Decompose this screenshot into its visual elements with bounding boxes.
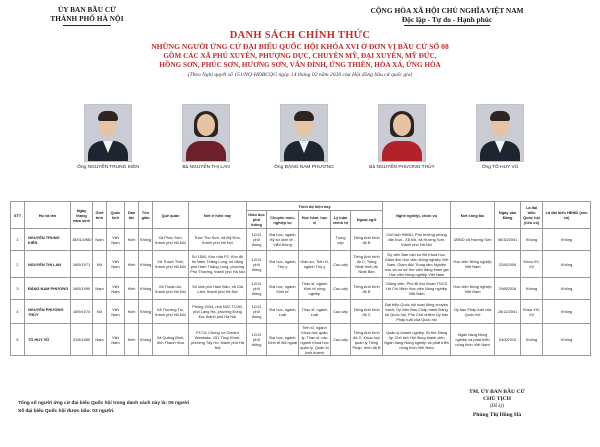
motto-underline <box>404 25 490 26</box>
cell-religion: Không <box>139 251 153 278</box>
cell-language: Tiếng Anh trình độ B <box>351 229 383 251</box>
cell-party-date: 29/8/2016 <box>495 278 521 300</box>
cell-occupation: Ủy viên Ban cán sự Bộ Khoa học, Giám đốc Học viện Nông nghiệp Việt Nam, Giám đốc Trung tâm Nghiên cứu và cơ sở thư viện đang tham gia Học viện Nông nghiệp Việt Nam <box>383 251 451 278</box>
cell-religion: Không <box>139 229 153 251</box>
cell-politics: Cao cấp <box>331 278 351 300</box>
cell-nationality: Việt Nam <box>107 278 125 300</box>
col-ethnicity: Dân tộc <box>125 202 139 229</box>
cell-nationality: Việt Nam <box>107 324 125 356</box>
cell-workplace: Ngân hàng Nông nghiệp và phát triển nông thôn Việt Nam <box>451 324 495 356</box>
cell-name: ĐẶNG NAM PHƯƠNG <box>25 278 71 300</box>
candidate-card <box>452 104 548 171</box>
cell-occupation: Quản lý doanh nghiệp, Bí thư Đảng ủy, Chủ tịch Hội đồng thành viên Ngân hàng Nông nghiệp và phát triển nông thôn Việt Nam <box>383 324 451 356</box>
table-row <box>11 324 591 356</box>
cell-gender: Nam <box>93 324 107 356</box>
cell-degree: Thạc sĩ, ngành Kinh tế nông nghiệp <box>299 278 331 300</box>
cell-na-delegate: Khóa XIV, XV <box>521 300 543 324</box>
col-hdnd-delegate: Là đại biểu HĐND (nếu có) <box>543 202 591 229</box>
cell-party-date: 04/4/2010 <box>495 324 521 356</box>
cell-specialty: Đại học, ngành Thú y <box>267 251 299 278</box>
cell-hometown: Xã Thường Tín, thành phố Hà Nội <box>153 300 189 324</box>
cell-ethnicity: Kinh <box>125 300 139 324</box>
col-gender: Giới tính <box>93 202 107 229</box>
signature-block <box>432 389 562 420</box>
cell-occupation: Giảng viên, Phó Bí thư Đoàn TNCS Hồ Chí Minh Học viện Nông nghiệp Việt Nam <box>383 278 451 300</box>
col-stt: STT <box>11 202 25 229</box>
cell-politics: Cao cấp <box>331 251 351 278</box>
cell-party-date: 06/10/2001 <box>495 229 521 251</box>
title-area-line-2: HỒNG SƠN, PHÚC SƠN, HƯƠNG SƠN, VÂN ĐÌNH, ỨNG THIÊN, HÒA XÁ, ỨNG HÒA <box>159 61 441 69</box>
cell-degree: Giáo sư, Tiến sĩ, ngành Thú y <box>299 251 331 278</box>
cell-specialty: Đại học, ngành Kinh tế đối ngoại <box>267 324 299 356</box>
title-main: DANH SÁCH CHÍNH THỨC <box>229 30 371 41</box>
table-row <box>11 278 591 300</box>
cell-edu-general: 12/12 phổ thông <box>247 278 267 300</box>
national-title: CỘNG HÒA XÃ HỘI CHỦ NGHĨA VIỆT NAM <box>370 6 524 15</box>
portrait-woman-icon <box>378 104 426 162</box>
cell-language: Tiếng Anh trình độ C <box>351 300 383 324</box>
cell-specialty: Đại học, ngành Kỹ sư kinh tế - Viễn thông <box>267 229 299 251</box>
col-hometown: Quê quán <box>153 202 189 229</box>
cell-dob: 18/9/1974 <box>71 300 93 324</box>
signature-name: Phùng Thị Hồng Hà <box>472 412 522 418</box>
col-group-qualifications: Trình độ hiện nay <box>247 202 383 211</box>
candidate-caption: Ông TÔ HUY VŨ <box>481 165 519 170</box>
col-party-date: Ngày vào Đảng <box>495 202 521 229</box>
cell-residence: Số 1500, Khu nhà P2, Khu đô thị Nam Thăng Long, số đăng phố Hàm Thăng Long, phường Phú Thượng, thành phố Hà Nội <box>189 251 247 278</box>
signature-org: TM. ỦY BAN BẦU CỬ <box>469 389 525 395</box>
table-row <box>11 300 591 324</box>
portrait-man-icon <box>280 104 328 162</box>
cell-ethnicity: Kinh <box>125 251 139 278</box>
candidate-table <box>10 201 591 356</box>
cell-nationality: Việt Nam <box>107 251 125 278</box>
cell-hdnd-delegate: Không <box>543 300 591 324</box>
cell-workplace: Ủy ban Pháp luật của Quốc hội <box>451 300 495 324</box>
col-workplace: Nơi công tác <box>451 202 495 229</box>
cell-religion: Không <box>139 300 153 324</box>
candidate-card <box>158 104 254 171</box>
candidate-photos <box>60 104 550 192</box>
cell-dob: 31/8/1980 <box>71 324 93 356</box>
cell-religion: Không <box>139 278 153 300</box>
cell-nationality: Việt Nam <box>107 300 125 324</box>
cell-na-delegate: Không <box>521 278 543 300</box>
cell-nationality: Việt Nam <box>107 229 125 251</box>
cell-specialty: Đại học, ngành Luật <box>267 300 299 324</box>
cell-edu-general: 12/12 phổ thông <box>247 324 267 356</box>
col-degree: Học hàm, học vị <box>299 211 331 229</box>
cell-hometown: Xã Phúc Sơn, thành phố Hà Nội <box>153 229 189 251</box>
cell-dob: 18/5/1971 <box>71 251 93 278</box>
signature-title: CHỦ TỊCH <box>482 396 512 402</box>
cell-hdnd-delegate: Không <box>543 324 591 356</box>
title-subtitle: NHỮNG NGƯỜI ỨNG CỬ ĐẠI BIỂU QUỐC HỘI KHÓA XVI Ở ĐƠN VỊ BẦU CỬ SỐ 08 <box>151 42 449 51</box>
cell-specialty: Đại học, ngành Kinh tế <box>267 278 299 300</box>
cell-degree: Thạc sĩ, ngành Luật <box>299 300 331 324</box>
cell-name: TÔ HUY VŨ <box>25 324 71 356</box>
cell-dob: 18/5/1990 <box>71 278 93 300</box>
cell-residence: Phòng 2004, nhà N02-T1/2B, phố Lạng Hạ, phường Đống Đa, thành phố Hà Nội <box>189 300 247 324</box>
cell-occupation: Chủ tịch HĐND, Phó trưởng phòng văn hóa - Xã hội, xã Hương Sơn, thành phố Hà Nội <box>383 229 451 251</box>
cell-language: Tiếng Anh trình độ C; Tiếng Nhật trình độ Nhật Bản <box>351 251 383 278</box>
candidate-caption: Ông NGUYỄN TRUNG KIÊN <box>77 165 139 170</box>
issuer-underline <box>63 25 111 26</box>
footer-total-candidates: Tổng số người ứng cử đại biểu Quốc hội trong danh sách này là: 05 người <box>18 401 190 406</box>
cell-religion: Không <box>139 324 153 356</box>
cell-stt: 1 <box>11 229 25 251</box>
candidate-card <box>256 104 352 171</box>
cell-edu-general: 12/12 phổ thông <box>247 300 267 324</box>
col-specialty: Chuyên môn, nghiệp vụ <box>267 211 299 229</box>
issuer-line-1: ỦY BAN BẦU CỬ <box>57 6 117 14</box>
cell-workplace: Học viện Nông nghiệp Việt Nam <box>451 278 495 300</box>
cell-na-delegate: Không <box>521 229 543 251</box>
cell-edu-general: 12/12 phổ thông <box>247 229 267 251</box>
issuer-header <box>28 6 146 26</box>
portrait-man-icon <box>476 104 524 162</box>
cell-workplace: UBND xã Hương Sơn <box>451 229 495 251</box>
footer-seats: Số đại biểu Quốc hội được bầu: 03 người. <box>18 409 115 414</box>
candidate-card <box>354 104 450 171</box>
cell-na-delegate: Khóa XV, XV <box>521 251 543 278</box>
col-politics: Lý luận chính trị <box>331 211 351 229</box>
cell-language: Tiếng Anh trình độ B <box>351 278 383 300</box>
document-title <box>0 30 600 80</box>
cell-hdnd-delegate: Không <box>543 251 591 278</box>
cell-party-date: 22/6/2009 <box>495 251 521 278</box>
cell-stt: 5 <box>11 324 25 356</box>
cell-gender: Nữ <box>93 251 107 278</box>
cell-party-date: 28/12/2001 <box>495 300 521 324</box>
cell-gender: Nam <box>93 229 107 251</box>
candidate-card <box>60 104 156 171</box>
cell-hdnd-delegate: Không <box>543 229 591 251</box>
cell-hometown: Xã Thạch Thất, thành phố Hà Nội <box>153 251 189 278</box>
cell-name: NGUYỄN PHƯƠNG THỦY <box>25 300 71 324</box>
cell-politics: Cao cấp <box>331 300 351 324</box>
col-occupation: Nghề nghiệp, chức vụ <box>383 202 451 229</box>
cell-ethnicity: Kinh <box>125 324 139 356</box>
candidate-caption: Bà NGUYỄN PHƯƠNG THỦY <box>369 165 435 170</box>
cell-gender: Nữ <box>93 300 107 324</box>
cell-name: NGUYỄN THỊ LAN <box>25 251 71 278</box>
cell-politics: Cao cấp <box>331 324 351 356</box>
cell-ethnicity: Kinh <box>125 229 139 251</box>
cell-name: NGUYỄN TRUNG KIÊN <box>25 229 71 251</box>
cell-degree <box>299 229 331 251</box>
national-motto: Độc lập - Tự do - Hạnh phúc <box>401 15 493 24</box>
cell-gender: Nam <box>93 278 107 300</box>
col-nationality: Quốc tịch <box>107 202 125 229</box>
cell-edu-general: 12/12 phổ thông <box>247 251 267 278</box>
candidate-caption: Ông ĐẶNG NAM PHƯƠNG <box>274 165 334 170</box>
col-language: Ngoại ngữ <box>351 211 383 229</box>
cell-residence: P1711 Chung cư Golden Westlake, 151 Thụy Khuê, phường Tây Hồ, thành phố Hà Nội <box>189 324 247 356</box>
cell-degree: Tiến sĩ, ngành Khoa học quản lý; Thạc sĩ, các ngành Khoa học quản lý, Quản trị kinh doanh <box>300 324 329 355</box>
cell-na-delegate: Không <box>521 324 543 356</box>
cell-stt: 4 <box>11 300 25 324</box>
issuer-line-2: THÀNH PHỐ HÀ NỘI <box>50 15 124 23</box>
col-religion: Tôn giáo <box>139 202 153 229</box>
table-row <box>11 251 591 278</box>
cell-residence: Thôn Thụ Sơn, xã Mỹ Đức, thành phố Hà Nội <box>189 229 247 251</box>
title-area-line-1: GỒM CÁC XÃ PHÚ XUYÊN, PHƯỢNG DỰC, CHUYÊN MỸ, ĐẠI XUYÊN, MỸ ĐỨC, <box>163 52 437 60</box>
col-residence: Nơi ở hiện nay <box>189 202 247 229</box>
cell-hometown: Xã Thuận An, thành phố Hà Nội <box>153 278 189 300</box>
cell-workplace: Học viện Nông nghiệp Việt Nam <box>451 251 495 278</box>
cell-occupation: Đại biểu Quốc hội hoạt động chuyên trách, Ủy viên Ban Chấp hành Đảng bộ Quốc hội, Phó Chủ nhiệm Ủy ban Pháp luật của Quốc hội <box>383 300 451 324</box>
cell-hometown: Xã Quảng Bình, tỉnh Thanh Hóa <box>153 324 189 356</box>
national-header <box>322 6 572 26</box>
cell-stt: 2 <box>11 251 25 278</box>
title-resolution-note: (Theo Nghị quyết số 151/NQ-HĐBCQG ngày 14 tháng 02 năm 2026 của Hội đồng bầu cử quốc gia) <box>187 72 413 78</box>
footer-summary <box>18 400 278 416</box>
portrait-man-icon <box>84 104 132 162</box>
cell-ethnicity: Kinh <box>125 278 139 300</box>
cell-residence: Số nhà phố Hàm Đầu, xã Gia Lâm, thành phố Hà Nội <box>189 278 247 300</box>
table-row <box>11 229 591 251</box>
col-dob: Ngày tháng năm sinh <box>71 202 93 229</box>
cell-hdnd-delegate: Không <box>543 278 591 300</box>
cell-language: Tiếng Anh trình độ C; Khoa học quản lý Tiếng Pháp, trình độ B <box>351 324 383 356</box>
cell-politics: Trung cấp <box>331 229 351 251</box>
portrait-woman-icon <box>182 104 230 162</box>
col-na-delegate: Là đại biểu Quốc hội (nếu có) <box>521 202 543 229</box>
col-name: Họ và tên <box>25 202 71 229</box>
candidate-caption: Bà NGUYỄN THỊ LAN <box>182 165 230 170</box>
signature-note: (Đã ký) <box>489 404 505 409</box>
col-edu-general: Giáo dục phổ thông <box>248 212 265 227</box>
cell-dob: 18/01/1980 <box>71 229 93 251</box>
cell-stt: 3 <box>11 278 25 300</box>
